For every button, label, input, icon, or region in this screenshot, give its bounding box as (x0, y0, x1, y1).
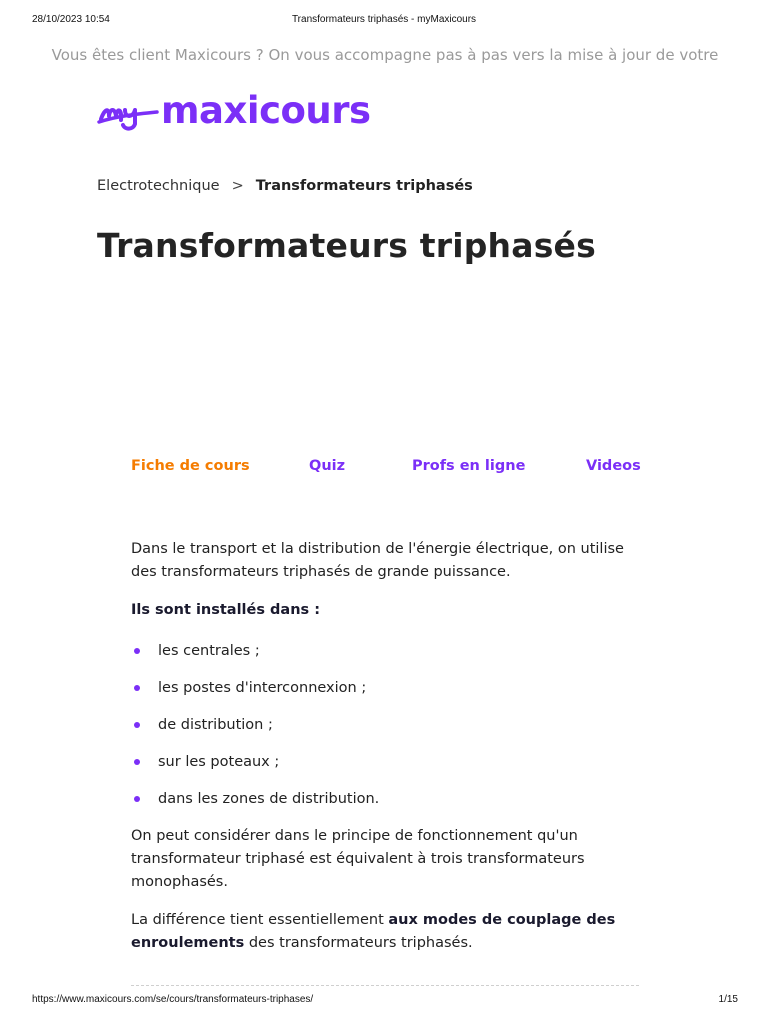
my-script-logo-icon (97, 92, 159, 132)
list-item-text: les centrales ; (158, 643, 260, 659)
print-datetime: 28/10/2023 10:54 (32, 14, 110, 25)
intro-paragraph: Dans le transport et la distribution de l'énergie électrique, on utilise des transformateurs triphasés de grande puissance. (131, 541, 624, 580)
bullet-dot-icon (134, 759, 140, 765)
bullet-dot-icon (134, 796, 140, 802)
list-item-text: dans les zones de distribution. (158, 791, 380, 807)
print-url: https://www.maxicours.com/se/cours/transformateurs-triphases/ (32, 994, 314, 1005)
client-banner-text: Vous êtes client Maxicours ? On vous accompagne pas à pas vers la mise à jour de votre (51, 46, 719, 64)
breadcrumb-separator: > (231, 178, 244, 194)
bullet-dot-icon (134, 722, 140, 728)
difference-text-end: des transformateurs triphasés. (244, 935, 473, 951)
list-item-text: de distribution ; (158, 717, 273, 733)
page-title: Transformateurs triphasés (97, 226, 596, 265)
breadcrumb (97, 178, 473, 194)
course-content (131, 538, 641, 955)
tab-videos[interactable]: Videos (586, 458, 641, 474)
list-item (131, 714, 641, 751)
difference-paragraph (131, 909, 641, 955)
client-banner[interactable] (40, 42, 730, 70)
bullet-dot-icon (134, 685, 140, 691)
list-item (131, 677, 641, 714)
difference-text-start: La différence tient essentiellement (131, 912, 389, 928)
installation-list (131, 640, 641, 825)
print-header (0, 0, 768, 30)
print-doc-title: Transformateurs triphasés - myMaxicours (291, 14, 477, 25)
installed-heading: Ils sont installés dans : (131, 602, 320, 618)
logo-wordmark: maxicours (161, 88, 371, 132)
list-item (131, 640, 641, 677)
principle-paragraph: On peut considérer dans le principe de fonctionnement qu'un transformateur triphasé est équivalent à trois transformateurs monophasés. (131, 828, 585, 890)
breadcrumb-parent-link[interactable]: Electrotechnique (97, 178, 220, 194)
breadcrumb-current: Transformateurs triphasés (255, 178, 473, 194)
difference-highlight: aux modes de couplage des enroulements (131, 912, 616, 951)
list-item (131, 788, 641, 825)
list-item (131, 751, 641, 788)
tab-quiz[interactable]: Quiz (309, 458, 346, 474)
tab-profs-en-ligne[interactable]: Profs en ligne (412, 458, 526, 474)
site-logo[interactable] (97, 88, 371, 132)
list-item-text: les postes d'interconnexion ; (158, 680, 367, 696)
list-item-text: sur les poteaux ; (158, 754, 280, 770)
tab-fiche-de-cours[interactable]: Fiche de cours (131, 458, 250, 474)
print-page-number: 1/15 (718, 994, 738, 1005)
content-divider (131, 985, 639, 986)
bullet-dot-icon (134, 648, 140, 654)
